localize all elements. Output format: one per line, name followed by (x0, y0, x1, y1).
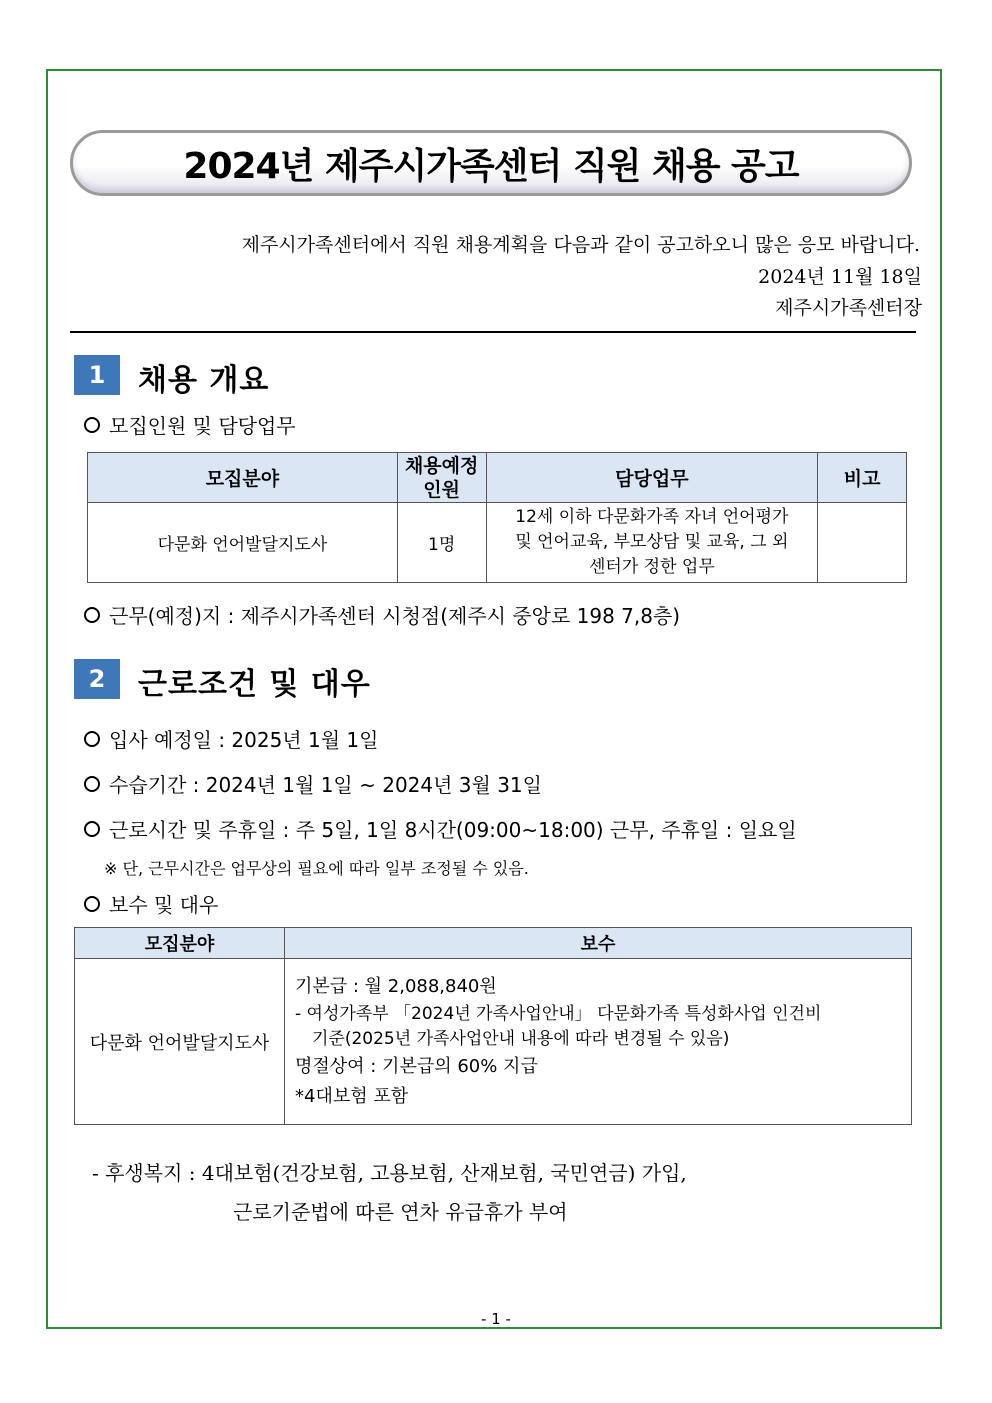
bullet-location-text: 근무(예정)지 : 제주시가족센터 시청점(제주시 중앙로 198 7,8층) (109, 604, 681, 628)
intro-text: 제주시가족센터에서 직원 채용계획을 다음과 같이 공고하오니 많은 응모 바랍니다. (241, 234, 920, 256)
pay-cell-details (285, 959, 912, 1125)
bullet-start-date (84, 724, 378, 753)
welfare-line-2: 근로기준법에 따른 연차 유급휴가 부여 (233, 1200, 568, 1224)
cell-remark (818, 503, 907, 583)
announcement-date: 2024년 11월 18일 (758, 266, 922, 288)
welfare-line-1: - 후생복지 : 4대보험(건강보험, 고용보험, 산재보험, 국민연금) 가입, (92, 1161, 687, 1185)
pay-base: 기본급 : 월 2,088,840원 (295, 975, 497, 997)
bullet-probation-text: 수습기간 : 2024년 1월 1일 ~ 2024년 3월 31일 (109, 773, 542, 797)
circle-bullet-icon (84, 821, 100, 837)
page-title: 2024년 제주시가족센터 직원 채용 공고 (183, 145, 799, 187)
pay-insurance: *4대보험 포함 (295, 1085, 409, 1107)
section-1-number: 1 (74, 355, 120, 395)
duty-line: 12세 이하 다문화가족 자녀 언어평가 (515, 507, 789, 527)
cell-duty (486, 503, 818, 583)
header-remark: 비고 (818, 453, 907, 503)
divider (70, 331, 916, 333)
pay-cell-field: 다문화 언어발달지도사 (75, 959, 285, 1125)
section-1-title: 채용 개요 (138, 363, 270, 398)
bullet-hours-text: 근로시간 및 주휴일 : 주 5일, 1일 8시간(09:00~18:00) 근무, 주휴일 : 일요일 (109, 818, 797, 842)
pay-bonus: 명절상여 : 기본급의 60% 지급 (295, 1055, 538, 1077)
pay-header-field: 모집분야 (75, 928, 285, 959)
cell-field: 다문화 언어발달지도사 (88, 503, 398, 583)
circle-bullet-icon (84, 731, 100, 747)
bullet-pay-text: 보수 및 대우 (109, 893, 219, 917)
recruit-table (87, 452, 907, 583)
bullet-hours (84, 814, 797, 843)
bullet-probation (84, 769, 542, 798)
bullet-recruit-text: 모집인원 및 담당업무 (109, 414, 296, 438)
duty-line: 및 언어교육, 부모상담 및 교육, 그 외 (515, 532, 789, 552)
pay-header-pay: 보수 (285, 928, 912, 959)
pay-table (74, 927, 912, 1125)
pay-basis-line: - 여성가족부 「2024년 가족사업안내」 다문화가족 특성화사업 인건비 (295, 1003, 822, 1024)
bullet-location (84, 600, 680, 629)
bullet-recruit (84, 410, 296, 439)
hours-note: ※ 단, 근무시간은 업무상의 필요에 따라 일부 조정될 수 있음. (104, 859, 529, 878)
circle-bullet-icon (84, 607, 100, 623)
cell-count: 1명 (397, 503, 486, 583)
section-2-number: 2 (74, 659, 120, 699)
header-count: 채용예정 인원 (397, 453, 486, 503)
page-number: - 1 - (481, 1310, 511, 1328)
circle-bullet-icon (84, 896, 100, 912)
pay-basis-line: 기준(2025년 가족사업안내 내용에 따라 변경될 수 있음) (312, 1028, 730, 1049)
header-field: 모집분야 (88, 453, 398, 503)
circle-bullet-icon (84, 417, 100, 433)
bullet-start-text: 입사 예정일 : 2025년 1월 1일 (109, 728, 379, 752)
issuer: 제주시가족센터장 (775, 297, 922, 319)
bullet-pay (84, 889, 218, 918)
duty-line: 센터가 정한 업무 (589, 557, 715, 577)
title-banner (70, 130, 912, 196)
header-duty: 담당업무 (486, 453, 818, 503)
section-2-title: 근로조건 및 대우 (138, 667, 371, 702)
circle-bullet-icon (84, 776, 100, 792)
